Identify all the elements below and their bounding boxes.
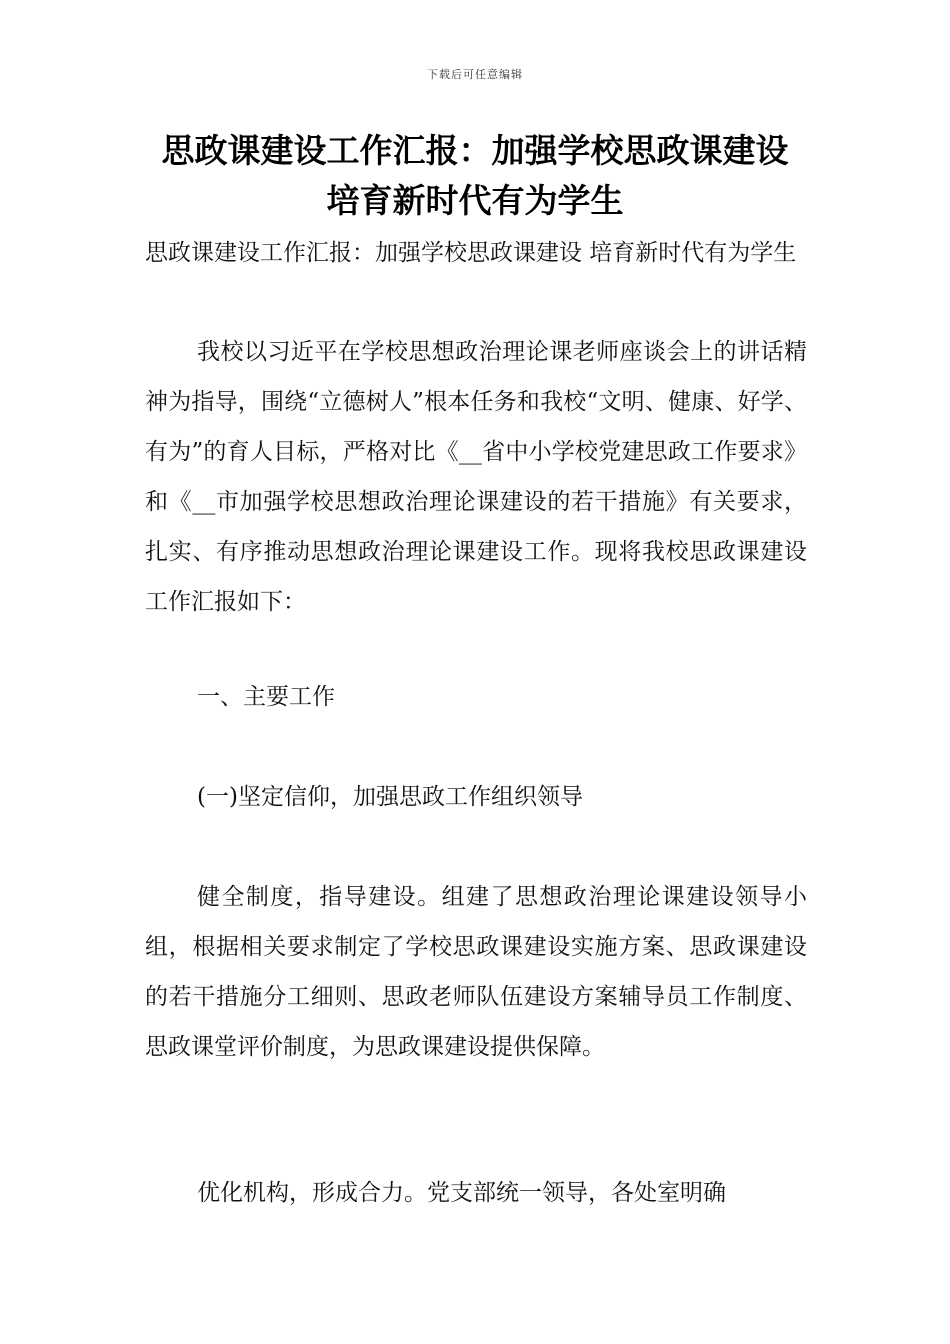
document-subtitle: 思政课建设工作汇报：加强学校思政课建设 培育新时代有为学生 (145, 240, 797, 266)
document-title: 思政课建设工作汇报：加强学校思政课建设 培育新时代有为学生 (161, 131, 789, 220)
paragraph-organization: 优化机构，形成合力。党支部统一领导，各处室明确 (197, 1180, 726, 1206)
paragraph-system: 健全制度，指导建设。组建了思想政治理论课建设领导小组，根据相关要求制定了学校思政课建设实施方案、思政课建设的若干措施分工细则、思政老师队伍建设方案辅导员工作制度、思政课堂评价制度，为思政课建设提供保障。 (145, 884, 807, 1060)
subsection-heading: (一)坚定信仰，加强思政工作组织领导 (197, 784, 583, 810)
paragraph-intro: 我校以习近平在学校思想政治理论课老师座谈会上的讲话精神为指导，围绕“立德树人”根本任务和我校“文明、健康、好学、有为”的育人目标，严格对比《__省中小学校党建思政工作要求》和《__市加强学校思想政治理论课建设的若干措施》有关要求，扎实、有序推动思想政治理论课建设工作。现将我校思政课建设工作汇报如下： (145, 339, 807, 615)
header-note: 下载后可任意编辑 (427, 68, 523, 81)
section-heading: 一、主要工作 (197, 684, 335, 710)
